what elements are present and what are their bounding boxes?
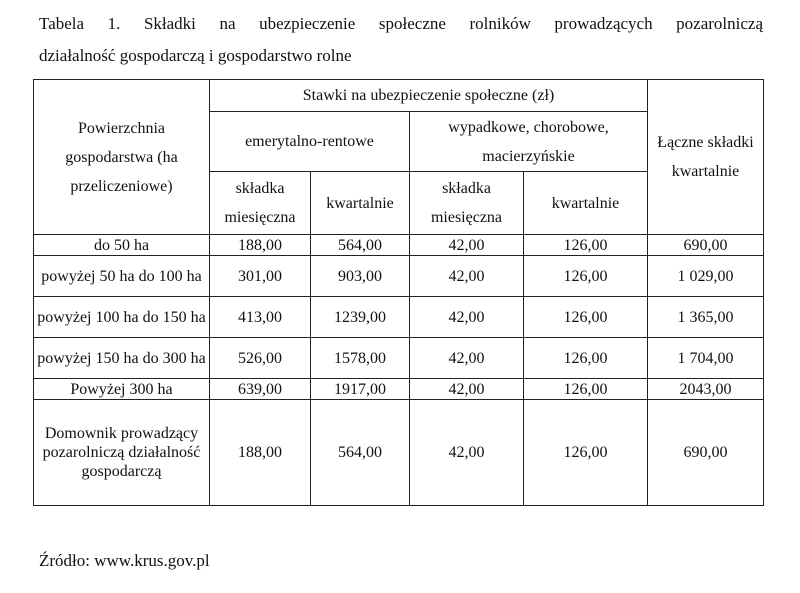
- cell-area: Powyżej 300 ha: [34, 379, 210, 400]
- table-row: [34, 400, 764, 506]
- cell-pension-quarterly: 1917,00: [311, 379, 410, 400]
- cell-pension-monthly: 639,00: [210, 379, 311, 400]
- cell-accident-monthly: 42,00: [410, 379, 524, 400]
- cell-area: powyżej 50 ha do 100 ha: [34, 256, 210, 297]
- contributions-table: [33, 79, 764, 506]
- header-pension: emerytalno-rentowe: [210, 112, 410, 172]
- cell-pension-quarterly: 564,00: [311, 400, 410, 506]
- cell-accident-quarterly: 126,00: [524, 256, 648, 297]
- cell-pension-quarterly: 903,00: [311, 256, 410, 297]
- header-pension-quarterly: kwartalnie: [311, 172, 410, 235]
- table-row: [34, 235, 764, 256]
- header-rates-group: Stawki na ubezpieczenie społeczne (zł): [210, 80, 648, 112]
- table-row: [34, 338, 764, 379]
- cell-accident-quarterly: 126,00: [524, 338, 648, 379]
- cell-accident-monthly: 42,00: [410, 400, 524, 506]
- cell-accident-quarterly: 126,00: [524, 400, 648, 506]
- cell-accident-monthly: 42,00: [410, 256, 524, 297]
- header-accident-monthly: składka miesięczna: [410, 172, 524, 235]
- cell-area: do 50 ha: [34, 235, 210, 256]
- cell-accident-monthly: 42,00: [410, 235, 524, 256]
- header-pension-monthly: składka miesięczna: [210, 172, 311, 235]
- cell-pension-quarterly: 564,00: [311, 235, 410, 256]
- cell-accident-monthly: 42,00: [410, 338, 524, 379]
- cell-accident-quarterly: 126,00: [524, 235, 648, 256]
- cell-total: 2043,00: [648, 379, 764, 400]
- cell-pension-monthly: 188,00: [210, 400, 311, 506]
- cell-area: Domownik prowadzący pozarolniczą działalność gospodarczą: [34, 400, 210, 506]
- source-note: Źródło: www.krus.gov.pl: [39, 551, 210, 570]
- cell-pension-quarterly: 1578,00: [311, 338, 410, 379]
- cell-total: 690,00: [648, 400, 764, 506]
- header-area: Powierzchnia gospodarstwa (ha przeliczeniowe): [34, 80, 210, 235]
- cell-accident-quarterly: 126,00: [524, 297, 648, 338]
- table-caption: [39, 8, 763, 72]
- table-row: [34, 256, 764, 297]
- cell-accident-monthly: 42,00: [410, 297, 524, 338]
- cell-accident-quarterly: 126,00: [524, 379, 648, 400]
- cell-pension-monthly: 413,00: [210, 297, 311, 338]
- cell-pension-monthly: 526,00: [210, 338, 311, 379]
- cell-total: 1 704,00: [648, 338, 764, 379]
- cell-total: 1 365,00: [648, 297, 764, 338]
- header-accident-quarterly: kwartalnie: [524, 172, 648, 235]
- cell-area: powyżej 150 ha do 300 ha: [34, 338, 210, 379]
- cell-pension-quarterly: 1239,00: [311, 297, 410, 338]
- cell-pension-monthly: 188,00: [210, 235, 311, 256]
- cell-total: 690,00: [648, 235, 764, 256]
- caption-line-1: Tabela 1. Składki na ubezpieczenie społeczne rolników prowadzących pozarolniczą: [39, 14, 763, 33]
- header-total: Łączne składki kwartalnie: [648, 80, 764, 235]
- cell-pension-monthly: 301,00: [210, 256, 311, 297]
- caption-line-2: działalność gospodarczą i gospodarstwo rolne: [39, 46, 352, 65]
- header-accident: wypadkowe, chorobowe, macierzyńskie: [410, 112, 648, 172]
- table-row: [34, 297, 764, 338]
- cell-area: powyżej 100 ha do 150 ha: [34, 297, 210, 338]
- table-row: [34, 379, 764, 400]
- cell-total: 1 029,00: [648, 256, 764, 297]
